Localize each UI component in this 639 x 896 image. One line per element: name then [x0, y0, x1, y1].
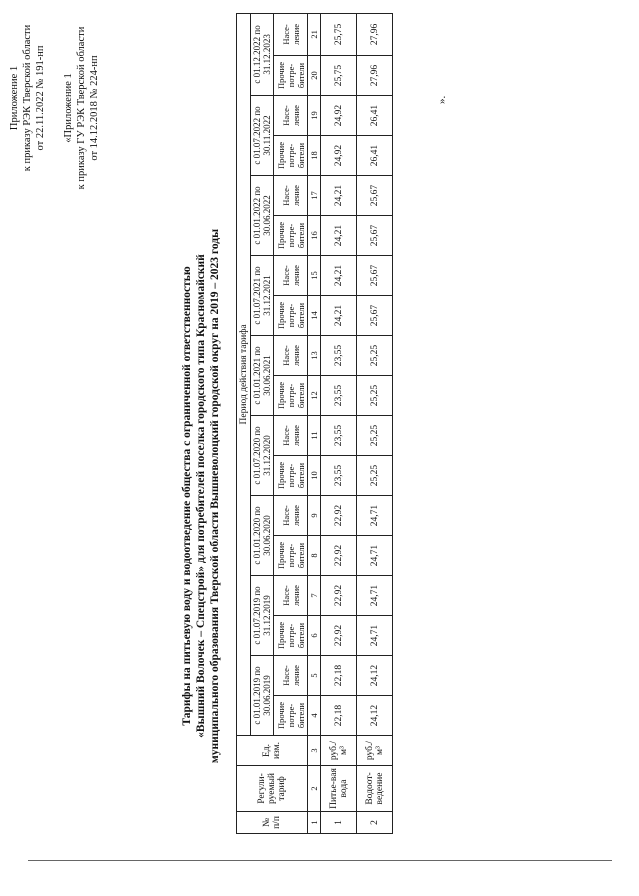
subheader-other-consumers: Прочие потре-бители	[274, 216, 308, 256]
appendix-old-line-1: «Приложение 1	[63, 73, 74, 143]
header-unit: Ед. изм.	[237, 736, 308, 766]
column-number: 13	[308, 336, 321, 376]
subheader-other-consumers: Прочие потре-бители	[274, 616, 308, 656]
tariff-value: 25,67	[357, 216, 393, 256]
column-number: 4	[308, 696, 321, 736]
tariff-value: 26,41	[357, 136, 393, 176]
row-unit: руб./м³	[357, 736, 393, 766]
tariff-value: 25,25	[357, 376, 393, 416]
appendix-header-old	[62, 10, 101, 206]
column-number-row	[308, 13, 321, 833]
tariff-value: 25,75	[321, 13, 357, 55]
title-line-3: муниципального образования Тверской области Вышневолоцкий городской округ на 2019 – 2023 годы	[209, 228, 221, 764]
tariff-value: 25,67	[357, 256, 393, 296]
document-title	[180, 136, 222, 856]
subheader-population: Насе-ление	[274, 336, 308, 376]
column-number: 8	[308, 536, 321, 576]
tariff-value: 24,12	[357, 696, 393, 736]
tariff-value: 24,12	[357, 656, 393, 696]
subheader-population: Насе-ление	[274, 576, 308, 616]
tariff-value: 25,25	[357, 336, 393, 376]
period-cell: с 01.01.2019 по 30.06.2019	[251, 656, 274, 736]
tariff-value: 23,55	[321, 336, 357, 376]
row-tariff-name: Водоот-ведение	[357, 766, 393, 812]
column-number: 18	[308, 136, 321, 176]
tariff-value: 22,92	[321, 576, 357, 616]
tariff-value: 22,92	[321, 536, 357, 576]
row-unit: руб./м³	[321, 736, 357, 766]
column-number: 10	[308, 456, 321, 496]
subheader-other-consumers: Прочие потре-бители	[274, 696, 308, 736]
appendix-old-line-3: от 14.12.2018 № 224-нп	[89, 55, 100, 161]
table-row-water	[321, 13, 357, 833]
tariff-value: 22,92	[321, 616, 357, 656]
column-number: 9	[308, 496, 321, 536]
appendix-header-new	[8, 8, 47, 188]
tariff-value: 24,71	[357, 536, 393, 576]
tariff-value: 24,92	[321, 136, 357, 176]
tariff-value: 25,67	[357, 176, 393, 216]
subheader-population: Насе-ление	[274, 13, 308, 55]
period-cell: с 01.07.2019 по 31.12.2019	[251, 576, 274, 656]
tariff-value: 27,96	[357, 56, 393, 96]
period-cell: с 01.12.2022 по 31.12.2023	[251, 13, 274, 95]
column-number: 5	[308, 656, 321, 696]
subheader-population: Насе-ление	[274, 256, 308, 296]
header-tariff: Регули-руемый тариф	[237, 766, 308, 812]
subheader-other-consumers: Прочие потре-бители	[274, 536, 308, 576]
title-line-1: Тарифы на питьевую воду и водоотведение общества с ограниченной ответственностью	[181, 266, 193, 726]
period-cell: с 01.07.2021 по 31.12.2021	[251, 256, 274, 336]
column-number: 14	[308, 296, 321, 336]
subheader-population: Насе-ление	[274, 656, 308, 696]
tariff-value: 24,92	[321, 96, 357, 136]
subheader-population: Насе-ление	[274, 416, 308, 456]
tariff-value: 24,71	[357, 496, 393, 536]
period-cell: с 01.01.2022 по 30.06.2022	[251, 176, 274, 256]
column-number: 17	[308, 176, 321, 216]
column-number: 20	[308, 56, 321, 96]
row-tariff-name: Питье-вая вода	[321, 766, 357, 812]
row-number: 1	[321, 812, 357, 834]
tariff-value: 25,67	[357, 296, 393, 336]
header-period: Период действия тарифа	[237, 13, 251, 735]
subheader-other-consumers: Прочие потре-бители	[274, 376, 308, 416]
subheader-population: Насе-ление	[274, 176, 308, 216]
title-line-2: «Вышний Волочек – Спецстрой» для потребителей поселка городского типа Красномайский	[195, 254, 207, 738]
subheader-other-consumers: Прочие потре-бители	[274, 56, 308, 96]
tariff-value: 24,21	[321, 216, 357, 256]
tariff-value: 23,55	[321, 456, 357, 496]
table-row-wastewater	[357, 13, 393, 833]
column-number: 21	[308, 13, 321, 55]
column-number: 7	[308, 576, 321, 616]
column-number: 3	[308, 736, 321, 766]
subheader-population: Насе-ление	[274, 496, 308, 536]
row-number: 2	[357, 812, 393, 834]
tariff-value: 24,21	[321, 296, 357, 336]
tariff-value: 25,75	[321, 56, 357, 96]
tariff-value: 22,18	[321, 656, 357, 696]
tariff-value: 24,21	[321, 256, 357, 296]
column-number: 19	[308, 96, 321, 136]
column-number: 11	[308, 416, 321, 456]
tariff-value: 23,55	[321, 376, 357, 416]
column-number: 6	[308, 616, 321, 656]
tariff-value: 24,71	[357, 616, 393, 656]
period-cell: с 01.07.2020 по 31.12.2020	[251, 416, 274, 496]
subheader-row	[274, 13, 308, 833]
appendix-old-line-2: к приказу ГУ РЭК Тверской области	[76, 26, 87, 190]
subheader-population: Насе-ление	[274, 96, 308, 136]
subheader-other-consumers: Прочие потре-бители	[274, 136, 308, 176]
tariff-value: 23,55	[321, 416, 357, 456]
appendix-new-line-3: от 22.11.2022 № 191-нп	[35, 45, 46, 151]
tariff-value: 25,25	[357, 416, 393, 456]
tariff-value: 27,96	[357, 13, 393, 55]
tariff-value: 26,41	[357, 96, 393, 136]
header-number: № п/п	[237, 812, 308, 834]
tariff-value: 22,18	[321, 696, 357, 736]
column-number: 2	[308, 766, 321, 812]
scan-edge-line	[28, 860, 612, 861]
column-number: 16	[308, 216, 321, 256]
appendix-new-line-2: к приказу РЭК Тверской области	[22, 24, 33, 172]
tariff-value: 24,21	[321, 176, 357, 216]
period-cell: с 01.01.2021 по 30.06.2021	[251, 336, 274, 416]
tariff-table	[236, 13, 393, 834]
tariff-value: 24,71	[357, 576, 393, 616]
closing-quote: ».	[436, 95, 448, 104]
column-number: 12	[308, 376, 321, 416]
column-number: 15	[308, 256, 321, 296]
period-row	[251, 13, 274, 833]
period-cell: с 01.01.2020 по 30.06.2020	[251, 496, 274, 576]
tariff-value: 22,92	[321, 496, 357, 536]
subheader-other-consumers: Прочие потре-бители	[274, 296, 308, 336]
subheader-other-consumers: Прочие потре-бители	[274, 456, 308, 496]
column-number: 1	[308, 812, 321, 834]
appendix-new-line-1: Приложение 1	[9, 65, 20, 131]
tariff-value: 25,25	[357, 456, 393, 496]
period-cell: с 01.07.2022 по 30.11.2022	[251, 96, 274, 176]
